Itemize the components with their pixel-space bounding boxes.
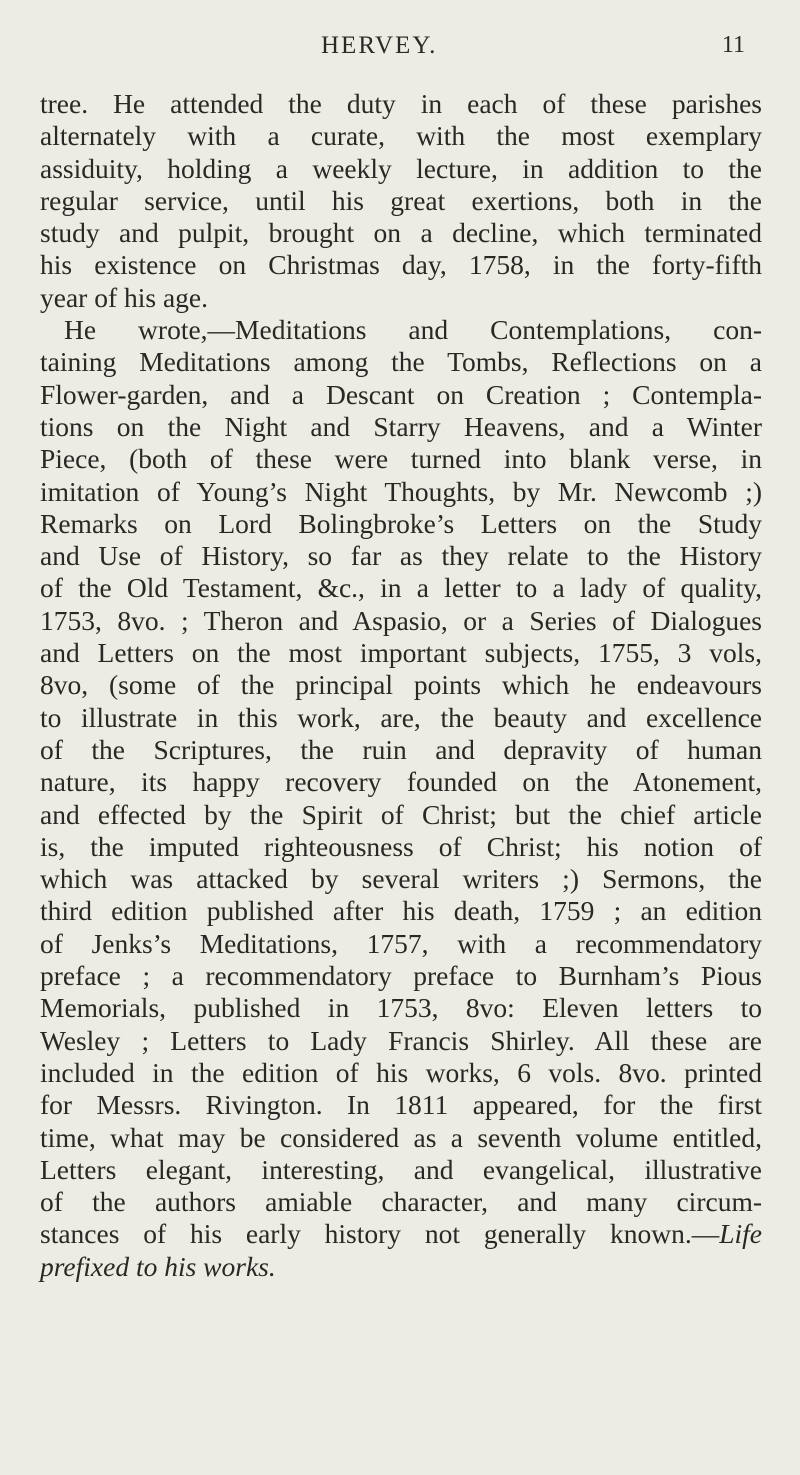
text-line: Memorials, published in 1753, 8vo: Eleven letters to bbox=[40, 992, 762, 1024]
text-line: Piece, (both of these were turned into blank verse, in bbox=[40, 443, 762, 475]
italic-closing-line: prefixed to his works. bbox=[40, 1250, 276, 1282]
text-line: of the Old Testament, &c., in a letter to a lady of quality, bbox=[40, 572, 762, 604]
text-line: Remarks on Lord Bolingbroke’s Letters on the Study bbox=[40, 507, 762, 539]
text-line: Flower-garden, and a Descant on Creation ; Contempla- bbox=[40, 378, 762, 410]
text-line: of Jenks’s Meditations, 1757, with a recommendatory bbox=[40, 927, 762, 959]
text-line: nature, its happy recovery founded on the Atonement, bbox=[40, 766, 762, 798]
text-line: time, what may be considered as a seventh volume entitled, bbox=[40, 1121, 762, 1153]
text-line: alternately with a curate, with the most exemplary bbox=[40, 120, 762, 152]
text-line: imitation of Young’s Night Thoughts, by Mr. Newcomb ;) bbox=[40, 475, 762, 507]
text-line: tree. He attended the duty in each of these parishes bbox=[40, 88, 762, 119]
italic-text: Life bbox=[719, 1218, 762, 1250]
text-line: for Messrs. Rivington. In 1811 appeared, for the first bbox=[40, 1089, 762, 1121]
paragraph-2 bbox=[40, 314, 762, 1283]
running-head: HERVEY. bbox=[321, 32, 438, 59]
text-line: 8vo, (some of the principal points which he endeavours bbox=[40, 669, 762, 701]
text-line: stances of his early history not generally known.— bbox=[40, 1218, 720, 1250]
text-line: to illustrate in this work, are, the beauty and excellence bbox=[40, 701, 762, 733]
page-number: 11 bbox=[721, 32, 745, 58]
text-line: third edition published after his death, 1759 ; an edition bbox=[40, 895, 762, 927]
text-line: He wrote,—Meditations and Contemplations, con- bbox=[64, 314, 762, 346]
text-line-with-italic bbox=[40, 1218, 762, 1250]
text-line: Letters elegant, interesting, and evangelical, illustrative bbox=[40, 1153, 762, 1185]
text-line: and effected by the Spirit of Christ; but the chief article bbox=[40, 798, 762, 830]
text-line: is, the imputed righteousness of Christ; his notion of bbox=[40, 830, 762, 862]
text-line: and Use of History, so far as they relate to the History bbox=[40, 540, 762, 572]
text-line: regular service, until his great exertions, both in the bbox=[40, 184, 762, 216]
text-line: and Letters on the most important subjects, 1755, 3 vols, bbox=[40, 637, 762, 669]
text-line: taining Meditations among the Tombs, Reflections on a bbox=[40, 346, 762, 378]
text-line: year of his age. bbox=[40, 281, 208, 313]
text-line: Wesley ; Letters to Lady Francis Shirley. All these are bbox=[40, 1024, 762, 1056]
text-line: tions on the Night and Starry Heavens, and a Winter bbox=[40, 410, 762, 442]
text-line: of the Scriptures, the ruin and depravity of human bbox=[40, 733, 762, 765]
page-header bbox=[0, 20, 800, 70]
text-line: his existence on Christmas day, 1758, in the forty-fifth bbox=[40, 249, 762, 281]
text-line: preface ; a recommendatory preface to Burnham’s Pious bbox=[40, 960, 762, 992]
text-line: assiduity, holding a weekly lecture, in addition to the bbox=[40, 152, 762, 184]
body-text bbox=[40, 88, 762, 1283]
text-line: 1753, 8vo. ; Theron and Aspasio, or a Series of Dialogues bbox=[40, 604, 762, 636]
paragraph-1 bbox=[40, 88, 762, 314]
text-line: study and pulpit, brought on a decline, which terminated bbox=[40, 217, 762, 249]
text-line: included in the edition of his works, 6 vols. 8vo. printed bbox=[40, 1056, 762, 1088]
text-line: which was attacked by several writers ;) Sermons, the bbox=[40, 863, 762, 895]
text-line: of the authors amiable character, and many circum- bbox=[40, 1186, 762, 1218]
